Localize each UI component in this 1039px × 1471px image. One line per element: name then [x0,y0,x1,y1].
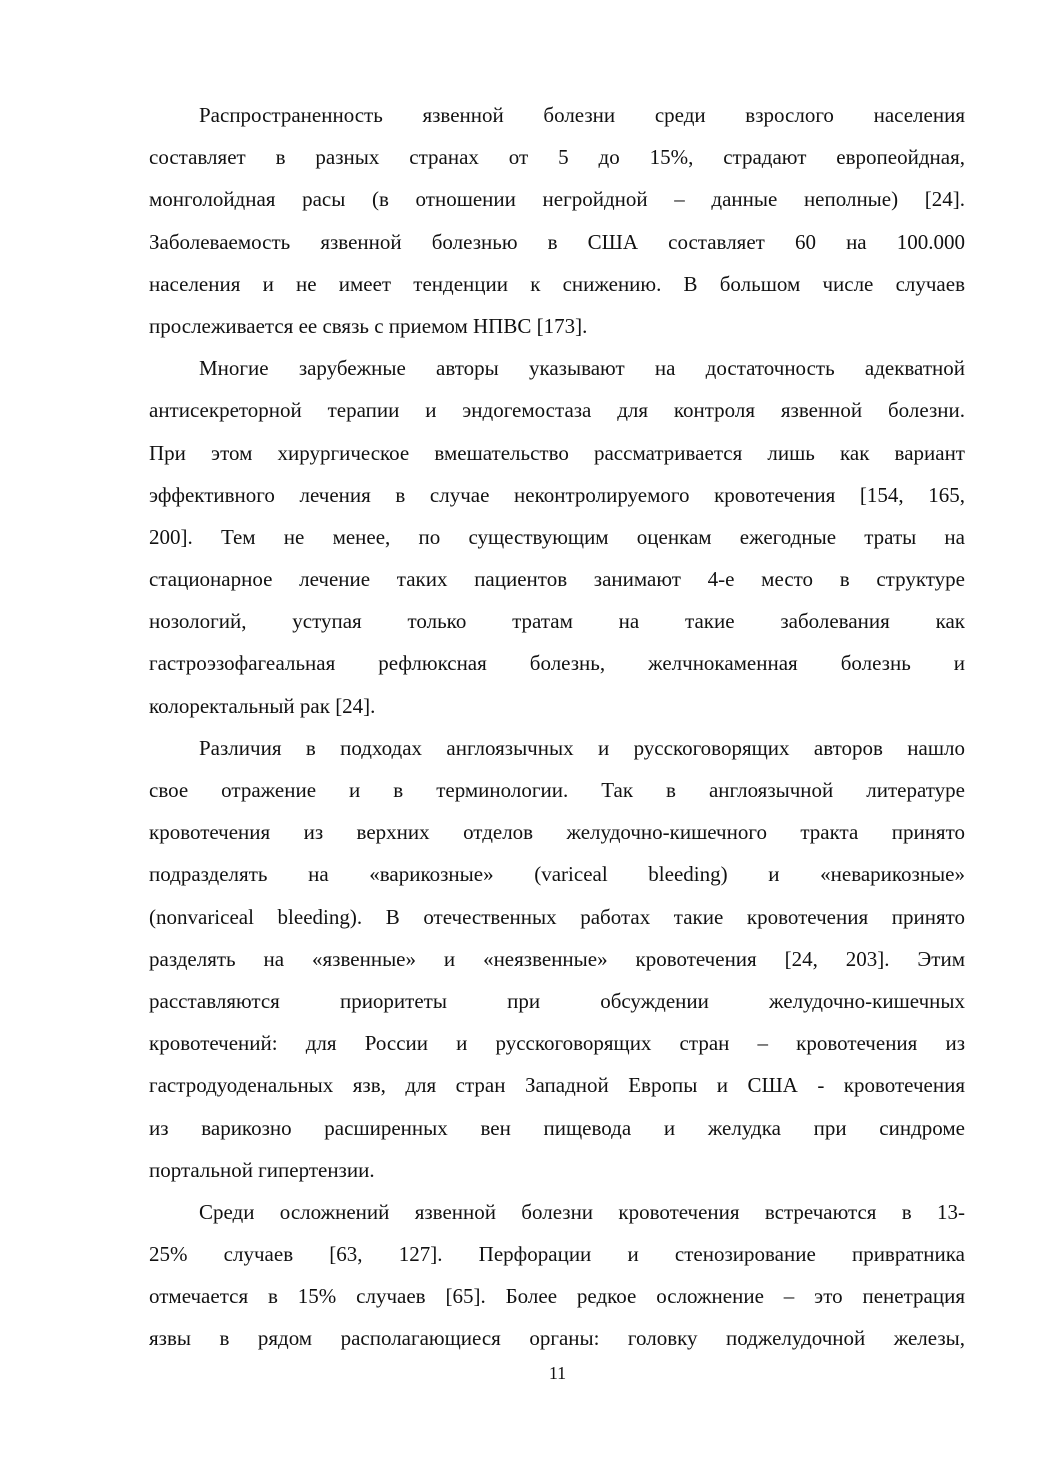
text-line: кровотечений: для России и русскоговорящих стран – кровотечения из [149,1031,965,1056]
text-line: гастродуоденальных язв, для стран Западной Европы и США - кровотечения [149,1073,965,1098]
text-line: населения и не имеет тенденции к снижению. В большом числе случаев [149,271,965,296]
text-line: эффективного лечения в случае неконтролируемого кровотечения [154, 165, [149,482,965,507]
text-line: Среди осложнений язвенной болезни кровотечения встречаются в 13- [199,1199,965,1224]
text-line: При этом хирургическое вмешательство рассматривается лишь как вариант [149,440,965,465]
text-line: отмечается в 15% случаев [65]. Более редкое осложнение – это пенетрация [149,1284,965,1309]
text-line: (nonvariceal bleeding). В отечественных работах такие кровотечения принято [149,904,965,929]
text-line: Различия в подходах англоязычных и русскоговорящих авторов нашло [199,735,965,760]
text-line: язвы в рядом располагающиеся органы: головку поджелудочной железы, [149,1326,965,1351]
text-line: разделять на «язвенные» и «неязвенные» кровотечения [24, 203]. Этим [149,946,965,971]
text-line: колоректальный рак [24]. [149,693,376,718]
text-line: из варикозно расширенных вен пищевода и желудка при синдроме [149,1115,965,1140]
text-line: прослеживается ее связь с приемом НПВС [173]. [149,313,588,338]
text-line: монголойдная расы (в отношении негройдной – данные неполные) [24]. [149,187,965,212]
text-line: Распространенность язвенной болезни среди взрослого населения [199,103,965,127]
text-line: портальной гипертензии. [149,1157,375,1182]
paragraph-complications [149,1191,965,1360]
text-line: кровотечения из верхних отделов желудочно-кишечного тракта принято [149,820,965,845]
text-line: составляет в разных странах от 5 до 15%, страдают европеойдная, [149,145,965,170]
paragraph-prevalence [149,94,965,347]
text-line: расставляются приоритеты при обсуждении желудочно-кишечных [149,988,965,1013]
text-line: 25% случаев [63, 127]. Перфорации и стенозирование привратника [149,1242,965,1267]
text-line: Многие зарубежные авторы указывают на достаточность адекватной [199,356,965,381]
text-line: стационарное лечение таких пациентов занимают 4-е место в структуре [149,567,965,592]
paragraph-foreign-authors [149,347,965,727]
document-body [149,94,965,1360]
text-line: гастроэзофагеальная рефлюксная болезнь, желчнокаменная болезнь и [149,651,965,676]
text-line: свое отражение и в терминологии. Так в англоязычной литературе [149,778,965,802]
text-line: подразделять на «варикозные» (variceal bleeding) и «неварикозные» [149,862,965,887]
paragraph-terminology [149,727,965,1191]
text-line: антисекреторной терапии и эндогемостаза для контроля язвенной болезни. [149,398,965,423]
page-number: 11 [548,1363,567,1383]
text-line: нозологий, уступая только тратам на такие заболевания как [149,609,965,634]
text-line: Заболеваемость язвенной болезнью в США составляет 60 на 100.000 [149,229,965,254]
text-line: 200]. Тем не менее, по существующим оценкам ежегодные траты на [149,524,965,549]
